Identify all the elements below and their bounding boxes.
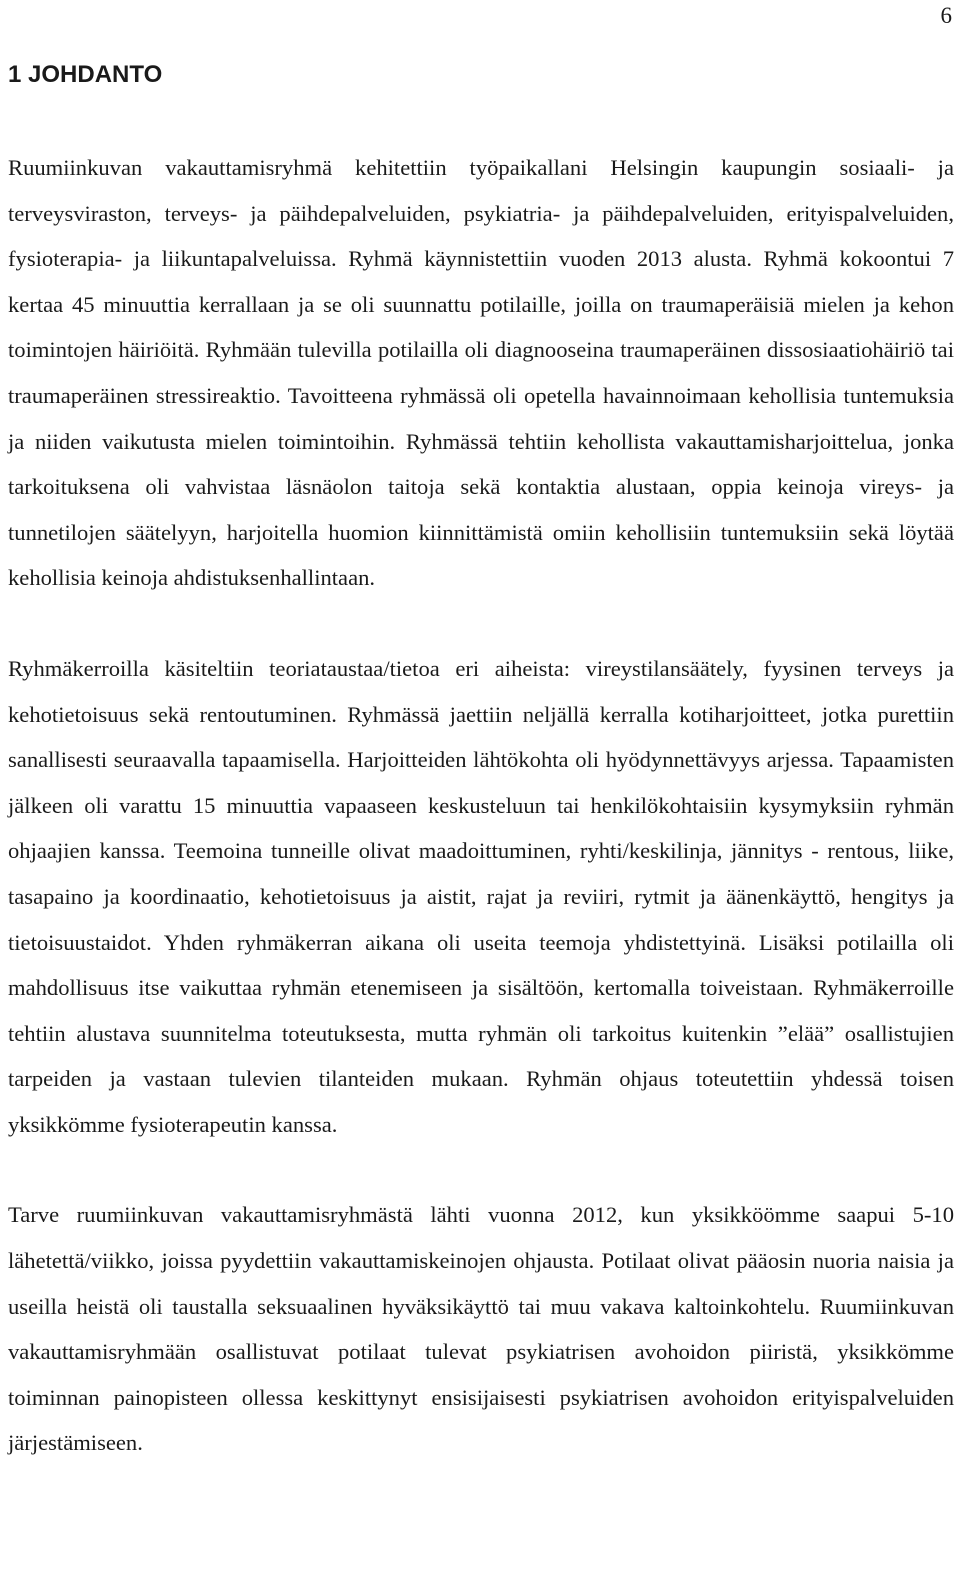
paragraph: Ruumiinkuvan vakauttamisryhmä kehitettiin työpaikallani Helsingin kaupungin sosiaali- ja terveysviraston, terveys- ja päihdepalveluiden, psykiatria- ja päihdepalveluiden, erityispalveluiden, fysioterapia- ja liikuntapalveluissa. Ryhmä käynnistettiin vuoden 2013 alusta. Ryhmä kokoontui 7 kertaa 45 minuuttia kerrallaan ja se oli suunnattu potilaille, joilla on traumaperäisiä mielen ja kehon toimintojen häiriöitä. Ryhmään tulevilla potilailla oli diagnooseina traumaperäinen dissosiaatiohäiriö tai traumaperäinen stressireaktio. Tavoitteena ryhmässä oli opetella havainnoimaan kehollisia tuntemuksia ja niiden vaikutusta mielen toimintoihin. Ryhmässä tehtiin kehollista vakauttamisharjoittelua, jonka tarkoituksena oli vahvistaa läsnäolon taitoja sekä kontaktia alustaan, oppia keinoja vireys- ja tunnetilojen säätelyyn, harjoitella huomion kiinnittämistä omiin kehollisiin tuntemuksiin sekä löytää kehollisia keinoja ahdistuksenhallintaan. xyxy=(8,155,954,591)
paragraph: Tarve ruumiinkuvan vakauttamisryhmästä lähti vuonna 2012, kun yksikköömme saapui 5-10 lähetettä/viikko, joissa pyydettiin vakauttamiskeinojen ohjausta. Potilaat olivat pääosin nuoria naisia ja useilla heistä oli taustalla seksuaalinen hyväksikäyttö tai muu vakava kaltoinkohtelu. Ruumiinkuvan vakauttamisryhmään osallistuvat potilaat tulevat psykiatrisen avohoidon piiristä, yksikkömme toiminnan painopisteen ollessa keskittynyt ensisijaisesti psykiatrisen avohoidon erityispalveluiden järjestämiseen. xyxy=(8,1202,954,1456)
body-text xyxy=(8,145,954,1466)
page-number: 6 xyxy=(940,3,952,28)
paragraph: Ryhmäkerroilla käsiteltiin teoriataustaa/tietoa eri aiheista: vireystilansäätely, fyysinen terveys ja kehotietoisuus sekä rentoutuminen. Ryhmässä jaettiin neljällä kerralla kotiharjoitteet, jotka purettiin sanallisesti seuraavalla tapaamisella. Harjoitteiden lähtökohta oli hyödynnettävyys arjessa. Tapaamisten jälkeen oli varattu 15 minuuttia vapaaseen keskusteluun tai henkilökohtaisiin kysymyksiin ryhmän ohjaajien kanssa. Teemoina tunneille olivat maadoittuminen, ryhti/keskilinja, jännitys - rentous, liike, tasapaino ja koordinaatio, kehotietoisuus ja aistit, rajat ja reviiri, rytmit ja äänenkäyttö, hengitys ja tietoisuustaidot. Yhden ryhmäkerran aikana oli useita teemoja yhdistettyinä. Lisäksi potilailla oli mahdollisuus itse vaikuttaa ryhmän etenemiseen ja sisältöön, kertomalla toiveistaan. Ryhmäkerroille tehtiin alustava suunnitelma toteutuksesta, mutta ryhmän oli tarkoitus kuitenkin ”elää” osallistujien tarpeiden ja vastaan tulevien tilanteiden mukaan. Ryhmän ohjaus toteutettiin yhdessä toisen yksikkömme fysioterapeutin kanssa. xyxy=(8,655,954,1137)
section-heading: 1 JOHDANTO xyxy=(8,61,163,88)
